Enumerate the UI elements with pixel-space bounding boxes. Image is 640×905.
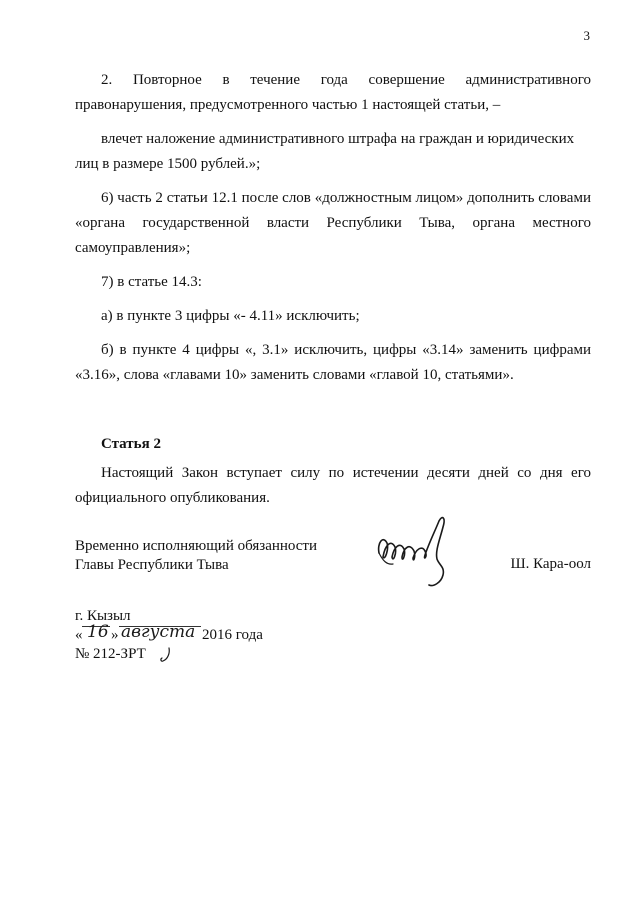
article-text: Настоящий Закон вступает силу по истечении десяти дней со дня его официального опубликования. xyxy=(75,465,591,506)
signer-title-line1: Временно исполняющий обязанности xyxy=(75,538,318,554)
date-day: 16 xyxy=(87,622,109,642)
paragraph-item-a: а) в пункте 3 цифры «- 4.11» исключить; xyxy=(101,308,360,324)
paragraph-item-b: б) в пункте 4 цифры «, 3.1» исключить, цифры «3.14» заменить цифрами «3.16», слова «главами 10» заменить словами «главой 10, статьями». xyxy=(75,342,591,383)
law-number: № 212-ЗРТ xyxy=(75,646,146,662)
document-body xyxy=(75,68,591,520)
article-heading: Статья 2 xyxy=(101,436,161,452)
signing-date xyxy=(75,622,375,645)
signer-title xyxy=(75,537,317,575)
date-close-quote: » xyxy=(111,627,119,643)
paragraph-article-14-3: 7) в статье 14.3: xyxy=(101,274,202,290)
paragraph-amendment-12-1: 6) часть 2 статьи 12.1 после слов «должностным лицом» дополнить словами «органа государственной власти Республики Тыва, органа местного самоуправления»; xyxy=(75,190,591,256)
pen-stroke-mark xyxy=(159,647,173,663)
place-date-block xyxy=(75,607,375,664)
signer-title-line2: Главы Республики Тыва xyxy=(75,557,229,573)
signer-name: Ш. Кара-оол xyxy=(510,556,591,572)
date-month: августа xyxy=(121,622,196,642)
handwritten-signature xyxy=(373,509,459,593)
paragraph-fine: влечет наложение административного штрафа на граждан и юридических лиц в размере 1500 рублей.»; xyxy=(75,131,575,172)
date-open-quote: « xyxy=(75,627,83,643)
city: г. Кызыл xyxy=(75,608,131,624)
date-year: 2016 года xyxy=(202,627,263,643)
page-number: 3 xyxy=(583,28,590,43)
signature-block xyxy=(75,537,591,597)
paragraph-repeat-offense: 2. Повторное в течение года совершение административного правонарушения, предусмотренного частью 1 настоящей статьи, – xyxy=(75,72,591,113)
